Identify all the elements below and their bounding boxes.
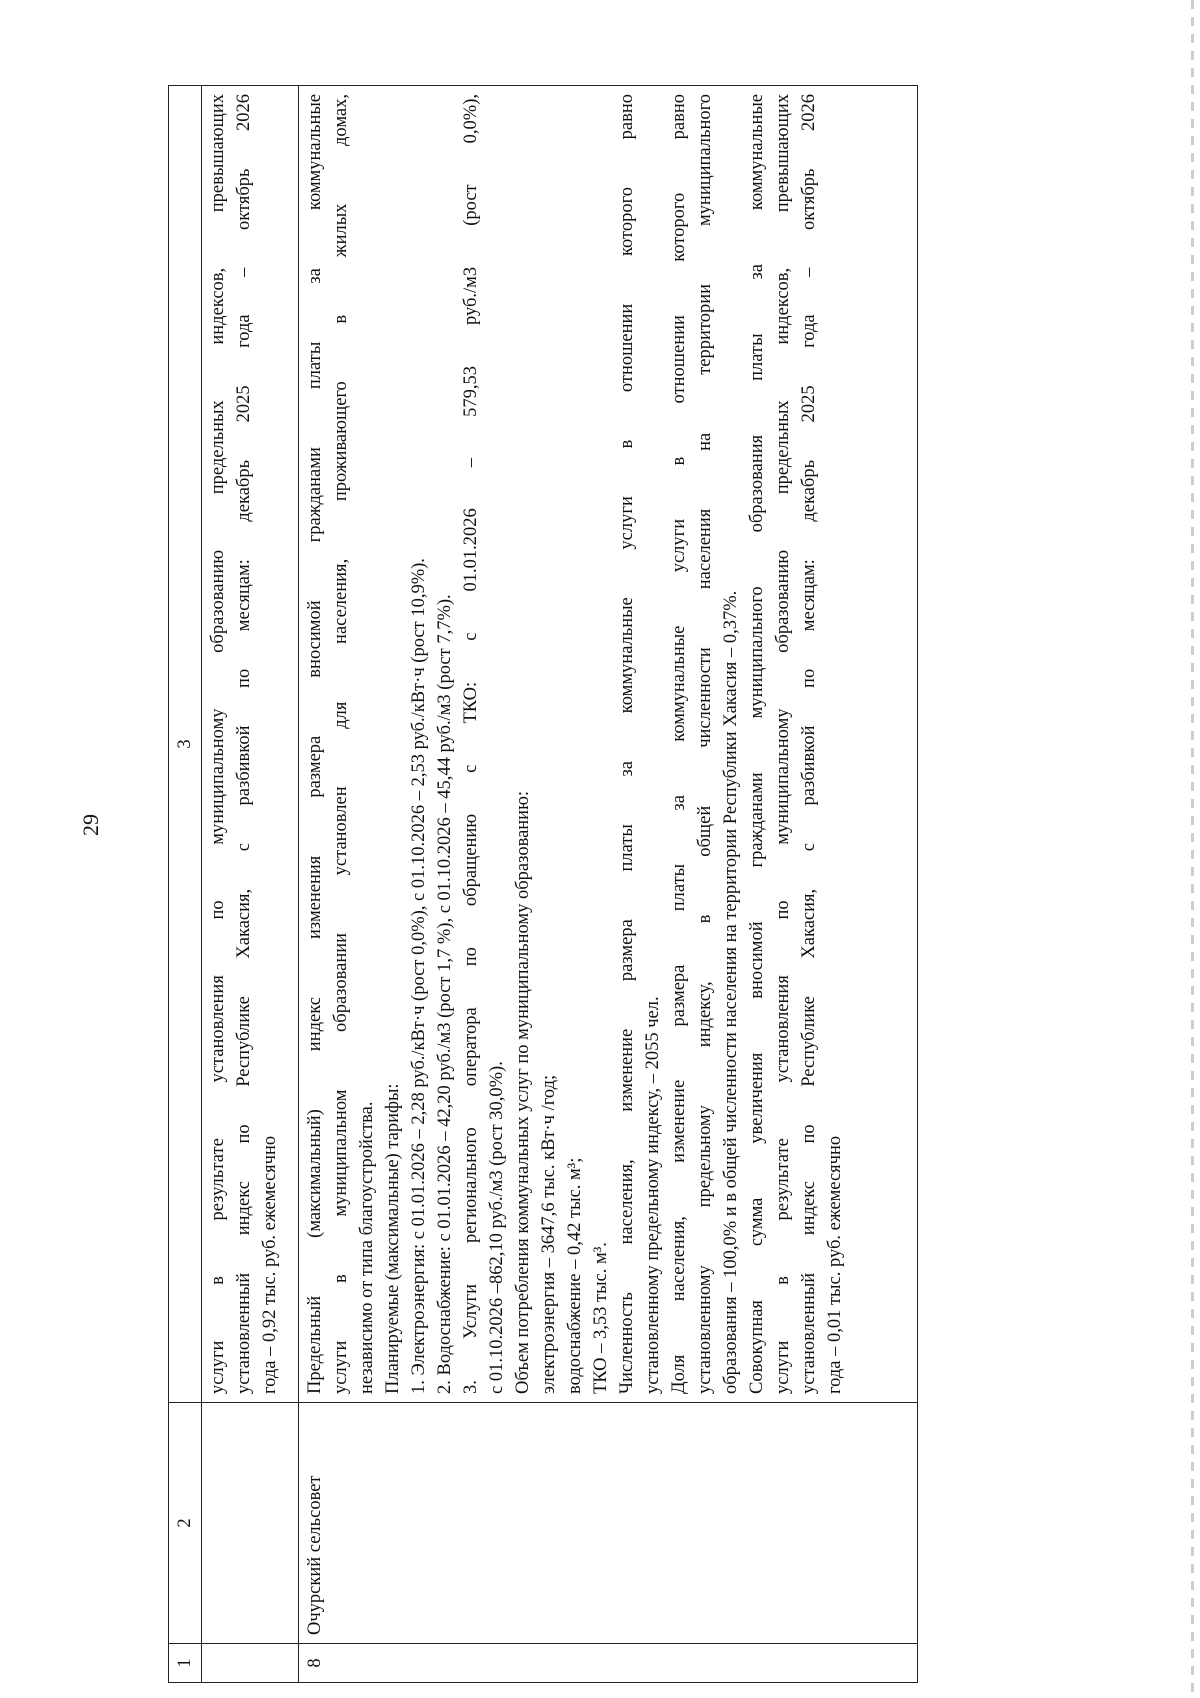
cell-num: 8: [299, 1644, 918, 1683]
rotated-table-container: [168, 89, 918, 1683]
text-line: услуги в муниципальном образовании установлен для населения, проживающего в жилых домах,: [331, 94, 351, 1394]
scan-edge-artifact: [1191, 0, 1194, 1698]
table-header-row: [169, 86, 202, 1683]
tariff-table: [168, 85, 918, 1683]
text-line: образования – 100,0% и в общей численности населения на территории Республики Хакасия – 0,37%.: [721, 590, 741, 1394]
text-line: Предельный (максимальный) индекс изменения размера вносимой гражданами платы за коммунальные: [305, 94, 325, 1394]
header-col-2: 2: [169, 1403, 202, 1644]
header-col-1: 1: [169, 1644, 202, 1683]
text-line: Объем потребления коммунальных услуг по муниципальному образованию:: [513, 790, 533, 1394]
table-row-ochursky: [299, 86, 918, 1683]
text-line: установленному предельному индексу, – 2055 чел.: [643, 996, 663, 1394]
text-line: услуги в результате установления по муниципальному образованию предельных индексов, превышающих: [773, 94, 793, 1394]
page-number: 29: [78, 814, 103, 836]
text-line: года – 0,01 тыс. руб. ежемесячно: [825, 1135, 845, 1394]
table-row-continuation: [202, 86, 299, 1683]
cell-name: Очурский сельсовет: [299, 1403, 918, 1644]
text-line: электроэнергия – 3647,6 тыс. кВт·ч /год;: [539, 1074, 559, 1394]
text-line: Численность населения, изменение размера платы за коммунальные услуги в отношении которого равно: [617, 94, 637, 1394]
text-line: ТКО – 3,53 тыс. м³.: [591, 1242, 611, 1394]
text-line: 3. Услуги регионального оператора по обращению с ТКО: с 01.01.2026 – 579,53 руб./м3 (рост 0,0%),: [461, 94, 481, 1394]
cell-name: [202, 1403, 299, 1644]
cell-description: [299, 86, 918, 1403]
text-line: услуги в результате установления по муниципальному образованию предельных индексов, превышающих: [208, 94, 228, 1394]
text-line: с 01.10.2026 –862,10 руб./м3 (рост 30,0%).: [487, 1061, 507, 1394]
text-line: Совокупная сумма увеличения вносимой гражданами муниципального образования платы за коммунальные: [747, 94, 767, 1394]
text-line: независимо от типа благоустройства.: [357, 1101, 377, 1394]
text-line: установленный индекс по Республике Хакасия, с разбивкой по месяцам: декабрь 2025 года – октябрь 2026: [234, 94, 254, 1394]
text-line: 1. Электроэнергия: с 01.01.2026 – 2,28 руб./кВт·ч (рост 0,0%), с 01.10.2026 – 2,53 руб./кВт·ч (рост 10,9%).: [409, 558, 429, 1394]
text-line: Доля населения, изменение размера платы за коммунальные услуги в отношении которого равно: [669, 94, 689, 1394]
text-line: водоснабжение – 0,42 тыс. м³;: [565, 1157, 585, 1394]
text-line: Планируемые (максимальные) тарифы:: [383, 1083, 403, 1394]
text-line: установленному предельному индексу, в общей численности населения на территории муниципального: [695, 94, 715, 1394]
text-line: года – 0,92 тыс. руб. ежемесячно: [260, 1135, 280, 1394]
cell-description: [202, 86, 299, 1403]
cell-num: [202, 1644, 299, 1683]
text-line: установленный индекс по Республике Хакасия, с разбивкой по месяцам: декабрь 2025 года – октябрь 2026: [799, 94, 819, 1394]
text-line: 2. Водоснабжение: с 01.01.2026 – 42,20 руб./м3 (рост 1,7 %), с 01.10.2026 – 45,44 руб./м3 (рост 7,7%).: [435, 594, 455, 1394]
header-col-3: 3: [169, 86, 202, 1403]
